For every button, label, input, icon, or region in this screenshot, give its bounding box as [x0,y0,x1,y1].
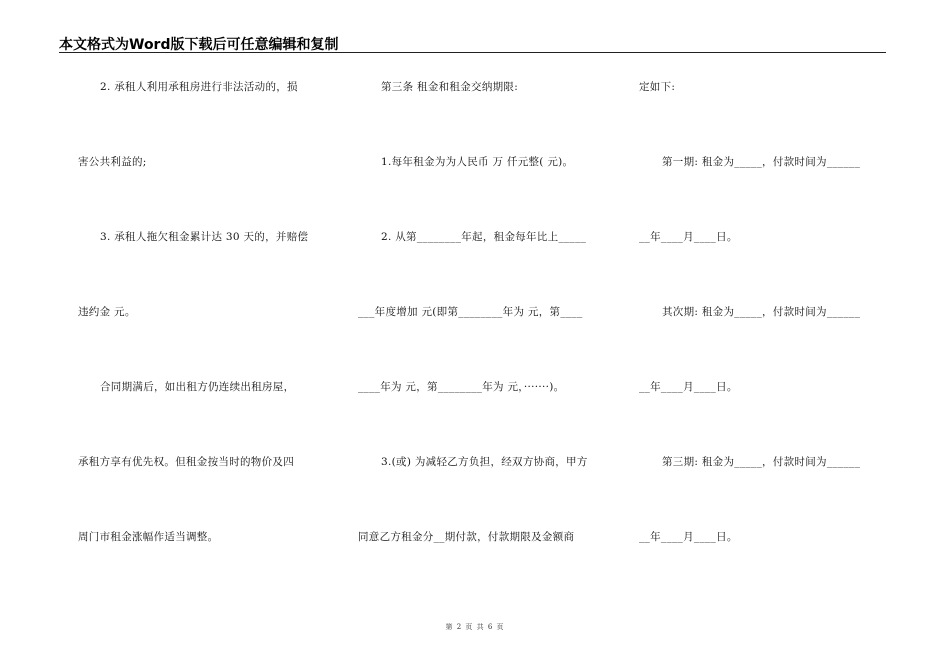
text-line: 3.(或) 为减轻乙方负担，经双方协商，甲方 [381,456,588,468]
text-line: 1.每年租金为为人民币 万 仟元整( 元)。 [381,156,574,168]
text-line: 第三期: 租金为_____，付款时间为______ [662,456,861,468]
page-number: 第 2 页 共 6 页 [445,623,505,631]
text-line: 2. 从第________年起，租金每年比上_____ [381,231,587,243]
document-header-title: 本文格式为Word版下载后可任意编辑和复制 [59,37,339,53]
text-line: 承租方享有优先权。但租金按当时的物价及四 [78,456,294,468]
text-line: __年____月____日。 [639,531,738,543]
header-divider [59,52,886,53]
text-line: 同意乙方租金分__期付款，付款期限及金额商 [358,531,575,543]
text-line: 定如下: [639,81,676,93]
text-line: 周门市租金涨幅作适当调整。 [78,531,219,543]
text-line: ___年度增加 元(即第________年为 元，第____ [358,306,583,318]
text-line: __年____月____日。 [639,381,738,393]
text-line: 3. 承租人拖欠租金累计达 30 天的，并赔偿 [100,231,309,243]
text-line: 第三条 租金和租金交纳期限: [381,81,519,93]
text-line: 2. 承租人利用承租房进行非法活动的，损 [100,81,298,93]
text-line: 合同期满后，如出租方仍连续出租房屋， [100,381,295,393]
text-line: 第一期: 租金为_____，付款时间为______ [662,156,861,168]
text-line: ____年为 元，第________年为 元，·······)。 [358,381,565,393]
text-line: __年____月____日。 [639,231,738,243]
text-line: 其次期: 租金为_____，付款时间为______ [662,306,861,318]
text-line: 害公共利益的; [78,156,147,168]
text-line: 违约金 元。 [78,306,136,318]
